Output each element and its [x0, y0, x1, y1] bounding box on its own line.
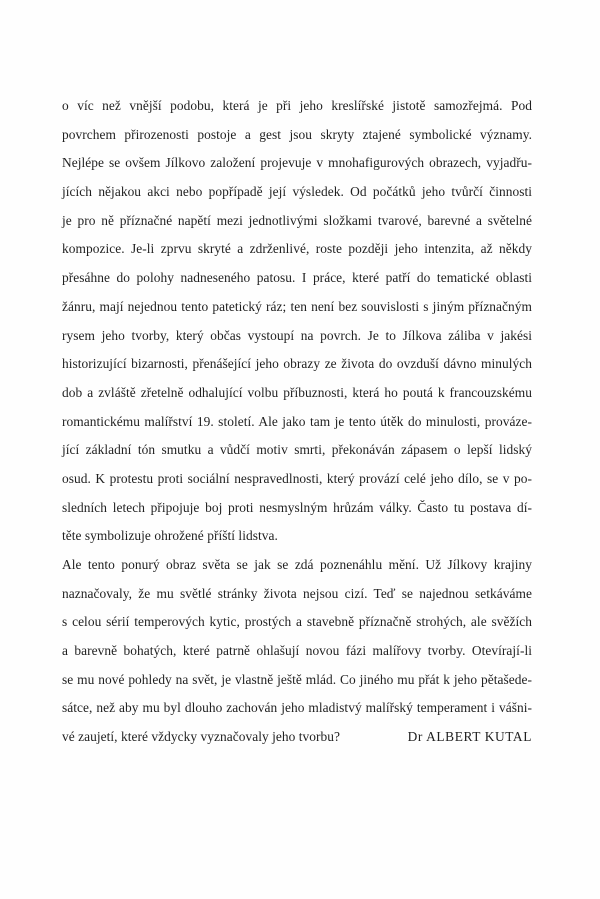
text-line: kompozice. Je-li zprvu skryté a zdrženlivé, roste později jeho intenzita, až někdy [62, 241, 532, 257]
text-line: rysem jeho tvorby, který občas vystoupí na povrch. Je to Jílkova záliba v jakési [62, 327, 532, 343]
text-line: historizující bizarnosti, přenášející jeho obrazy ze života do ovzduší dávno minulých [62, 356, 532, 372]
text-line: Nejlépe se ovšem Jílkovo založení projevuje v mnohafigurových obrazech, vyjadřu- [62, 155, 532, 171]
text-line: přesáhne do polohy nadneseného patosu. I práce, které patří do tematické oblasti [62, 270, 532, 286]
text-line: je pro ně příznačné napětí mezi jednotlivými složkami tvarové, barevné a světelné [62, 212, 532, 228]
text-line: dob a zvláště zřetelně odhalující volbu příbuznosti, která ho poutá k francouzskému [62, 384, 532, 400]
text-line: povrchem přirozenosti postoje a gest jsou skryty ztajené symbolické významy. [62, 126, 532, 142]
body-text [62, 92, 532, 752]
text-line: osud. K protestu proti sociální nespravedlnosti, který provází celé jeho dílo, se v po- [62, 470, 532, 486]
text-line: těte symbolizuje ohrožené příští lidstva. [62, 528, 278, 544]
text-line: jících nějakou akci nebo popřípadě její výsledek. Od počátků jeho tvůrčí činnosti [62, 184, 532, 200]
text-line: naznačovaly, že mu světlé stránky života nejsou cizí. Teď se najednou setkáváme [62, 585, 532, 601]
text-line: sátce, než aby mu byl dlouho zachován jeho mladistvý malířský temperament i vášni- [62, 700, 532, 716]
text-line: jící základní tón smutku a vůdčí motiv smrti, překonáván zápasem o lepší lidský [62, 442, 532, 458]
author-signature: Dr ALBERT KUTAL [407, 729, 532, 745]
text-line: Ale tento ponurý obraz světa se jak se zdá poznenáhlu mění. Už Jílkovy krajiny [62, 557, 532, 572]
text-line: žánru, mají nejednou tento patetický ráz; ten není bez souvislosti s jiným příznačným [62, 298, 532, 314]
text-line: o víc než vnější podobu, která je při jeho kreslířské jistotě samozřejmá. Pod [62, 98, 532, 113]
text-line: s celou sérií temperových kytic, prostých a stavebně příznačně strohých, ale svěžích [62, 614, 532, 630]
text-line: sledních letech připojuje boj proti nesmyslným hrůzám války. Často tu postava dí- [62, 499, 532, 515]
text-line: se mu nové pohledy na svět, je vlastně ještě mlád. Co jiného mu přát k jeho pětašede- [62, 671, 532, 687]
text-line: romantickému malířství 19. století. Ale jako tam je tento útěk do minulosti, provázе- [62, 413, 532, 429]
text-line: a barevně bohatých, které patrně ohlašují novou fázi malířovy tvorby. Otevírají-li [62, 643, 532, 659]
closing-line [62, 723, 532, 752]
text-line: vé zaujetí, které vždycky vyznačovaly jeho tvorbu? [62, 729, 341, 745]
